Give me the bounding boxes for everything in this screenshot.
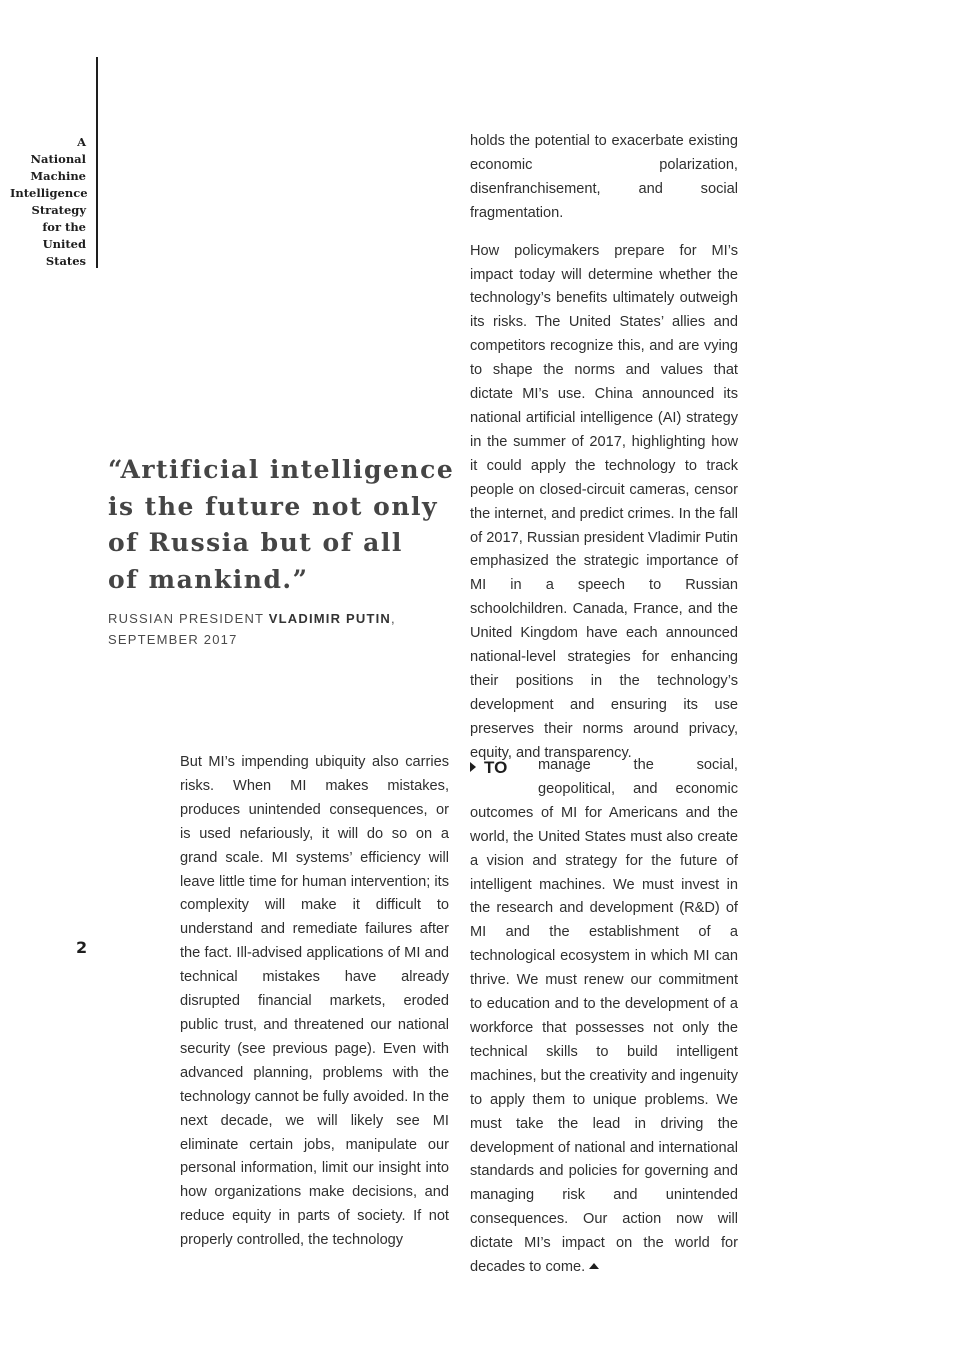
- running-title-line: A: [77, 135, 86, 149]
- running-title-line: Intelligence: [10, 186, 88, 200]
- pull-quote: [108, 452, 455, 598]
- page-number: 2: [76, 938, 88, 957]
- running-title-line: for the: [42, 220, 86, 234]
- section-lead-in: [470, 754, 538, 798]
- attribution-comma: ,: [391, 611, 396, 626]
- pull-quote-line: “Artificial intelligence: [108, 455, 455, 484]
- sidebar-divider: [96, 57, 98, 268]
- body-column-right-bottom: [470, 754, 738, 1280]
- pull-quote-line: is the future not only: [108, 491, 439, 521]
- lead-in-word: TO: [484, 758, 508, 777]
- running-title-line: States: [45, 254, 86, 268]
- attribution-date: SEPTEMBER 2017: [108, 632, 238, 647]
- body-paragraph: [470, 754, 738, 1280]
- body-paragraph-text: manage the social, geopolitical, and economic outcomes of MI for Americans and the world, the United States must also create a vision and strategy for the future of intelligent machines. We must invest in the research and development (R&D) of MI and the establishment of a technological ecosystem in which MI can thrive. We must renew our commitment to education and to the development of a workforce that possesses not only the technical skills to build intelligent machines, but the creativity and ingenuity to apply them to unique problems. We must take the lead in driving the development of national and international standards and policies for governing and managing risk and unintended consequences. Our action now will dictate MI’s impact on the world for decades to come.: [470, 757, 738, 1276]
- body-paragraph: But MI’s impending ubiquity also carries risks. When MI makes mistakes, produces unintended consequences, or is used nefariously, it will do so on a grand scale. MI systems’ efficiency will leave little time for human intervention; its complexity will make it difficult to understand and remediate failures after the fact. Ill-advised applications of MI and technical mistakes have already disrupted financial markets, eroded public trust, and threatened our national security (see previous page). Even with advanced planning, problems with the technology cannot be fully avoided. In the next decade, we will likely see MI eliminate certain jobs, manipulate our personal information, limit our insight into how organizations make decisions, and reduce equity in parts of society. If not properly controlled, the technology: [180, 754, 449, 1249]
- end-mark-triangle-up-icon: [589, 1263, 599, 1269]
- running-title-line: Machine: [30, 169, 86, 183]
- running-title-line: United: [42, 237, 86, 251]
- pull-quote-line: of mankind.”: [108, 564, 309, 594]
- body-paragraph: How policymakers prepare for MI’s impact today will determine whether the technology’s benefits ultimately outweigh its risks. The United States’ allies and competitors recognize this, and are vying to shape the norms and values that dictate MI’s use. China announced its national artificial intelligence (AI) strategy in the summer of 2017, highlighting how it could apply the technology to track people on closed-circuit cameras, censor the internet, and predict crimes. In the fall of 2017, Russian president Vladimir Putin emphasized the strategic importance of MI in a speech to Russian schoolchildren. Canada, France, and the United Kingdom have each announced national-level strategies for enhancing their positions in the technology’s development and ensuring its use preserves their norms around privacy, equity, and transparency.: [470, 242, 738, 761]
- running-title-line: National: [30, 152, 86, 166]
- body-paragraph: holds the potential to exacerbate existing economic polarization, disenfranchisement, and social fragmentation.: [470, 133, 738, 221]
- running-title: [10, 134, 86, 270]
- pull-quote-line: of Russia but of all: [108, 528, 403, 557]
- quote-attribution: [108, 608, 428, 650]
- triangle-right-icon: [470, 762, 476, 772]
- body-column-right-top: [470, 130, 738, 766]
- body-column-left-bottom: [180, 751, 449, 1253]
- running-title-line: Strategy: [31, 203, 86, 217]
- attribution-name: VLADIMIR PUTIN: [268, 611, 392, 626]
- attribution-role: RUSSIAN PRESIDENT: [108, 611, 269, 626]
